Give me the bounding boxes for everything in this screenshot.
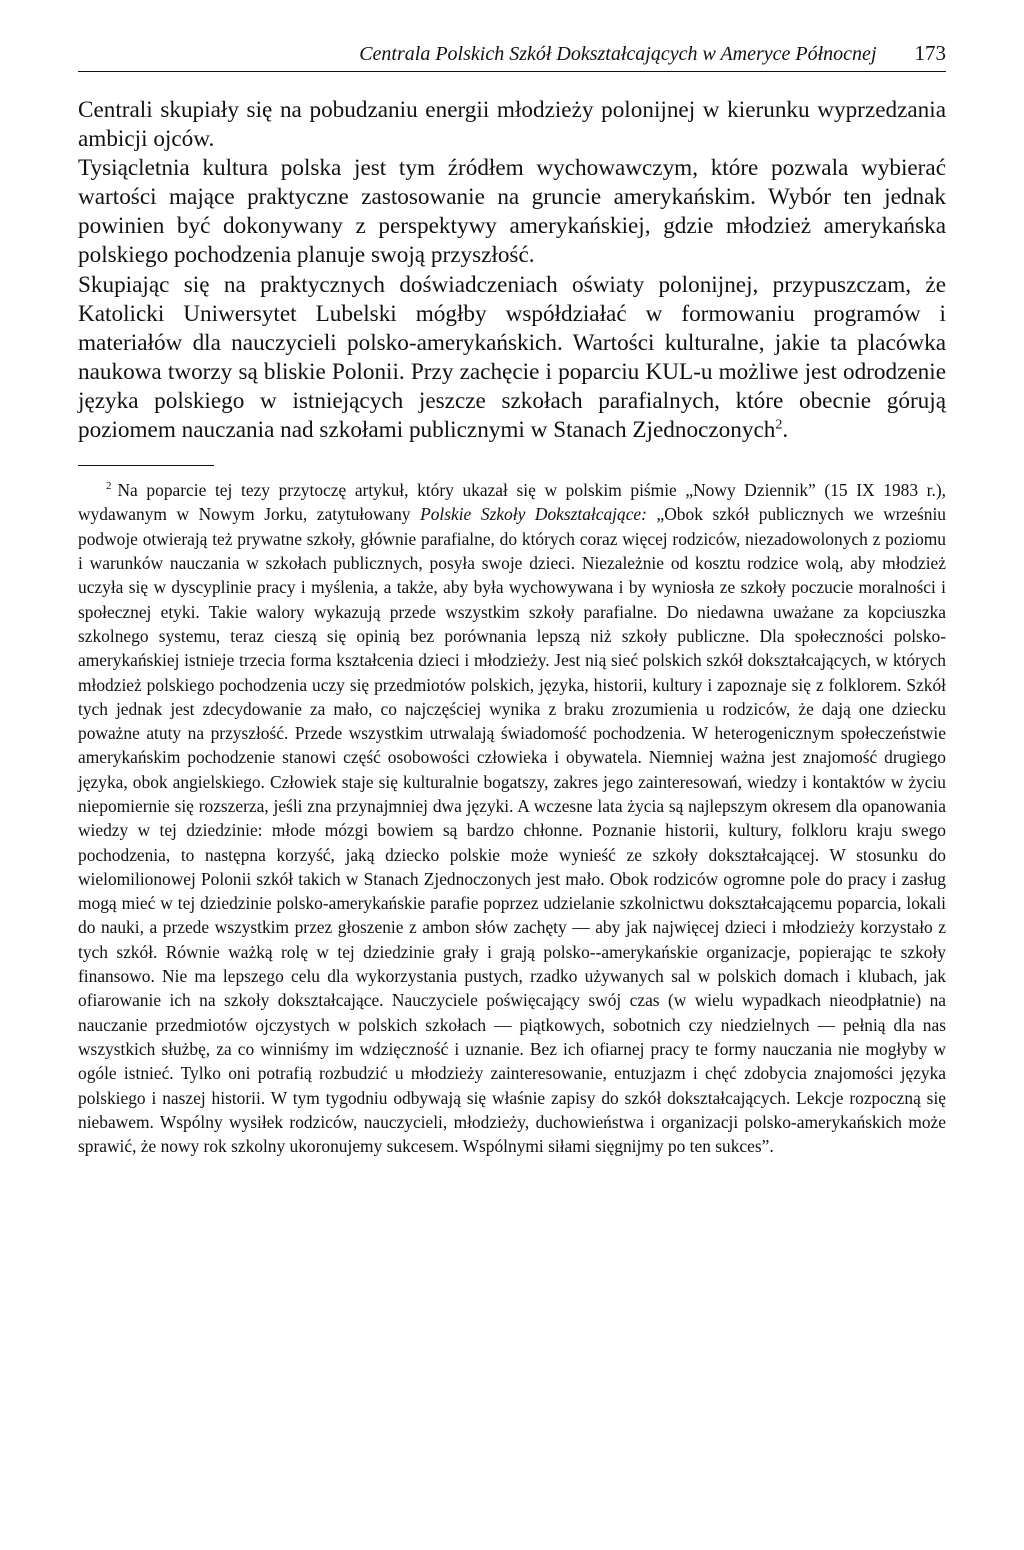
paragraph-3-end: . [782,417,789,444]
running-title: Centrala Polskich Szkół Dokształcających w Ameryce Północnej [359,43,877,65]
main-text [78,96,946,445]
footnote-text-start: Na poparcie tej tezy przytoczę artykuł, który ukazał się w polskim piśmie „Nowy Dziennik” (15 IX 1983 r.), wydawanym w Nowym Jorku, zatytułowany [78,480,946,525]
footnote-paragraph [78,478,946,1158]
page-number: 173 [914,41,946,65]
footnote-separator [78,465,214,466]
paragraph-1: Centrali skupiały się na pobudzaniu energii młodzieży polonijnej w kierunku wyprzedzania ambicji ojców. [78,97,946,153]
paragraph-3-text: Skupiając się na praktycznych doświadczeniach oświaty polonijnej, przypuszczam, że Katolicki Uniwersytet Lubelski mógłby współdziałać w formowaniu programów i materiałów dla nauczycieli polsko-amerykańskich. Wartości kulturalne, jakie ta placówka naukowa tworzy są bliskie Polonii. Przy zachęcie i poparciu KUL-u możliwe jest odrodzenie języka polskiego w istniejących jeszcze szkołach parafialnych, które obecnie górują poziomem nauczania nad szkołami publicznymi w Stanach Zjednoczonych [78,271,946,444]
document-page [78,40,946,1158]
running-header [78,40,946,72]
footnote-marker: 2 [106,480,112,493]
footnote-article-title: Polskie Szkoły Dokształcające: [420,504,647,525]
footnote-reference: 2 [775,417,783,433]
paragraph-2: Tysiącletnia kultura polska jest tym źródłem wychowawczym, które pozwala wybierać wartości mające praktyczne zastosowanie na gruncie amerykańskim. Wybór ten jednak powinien być dokonywany z perspektywy amerykańskiej, gdzie młodzież amerykańska polskiego pochodzenia planuje swoją przyszłość. [78,155,946,269]
paragraph-3 [78,271,946,446]
footnote [78,478,946,1158]
footnote-text-quote: „Obok szkół publicznych we wrześniu podwoje otwierają też prywatne szkoły, głównie parafialne, do których coraz więcej rodziców, niezadowolonych z poziomu i warunków nauczania w szkołach publicznych, posyła swoje dzieci. Niezależnie od kosztu rodzice wolą, aby młodzież uczyła się w dyscyplinie pracy i myślenia, a także, aby była wychowywana i by wyniosła ze szkoły poczucie moralności i społecznej etyki. Takie walory wykazują przede wszystkim szkoły parafialne. Do niedawna uważane za kopciuszka szkolnego systemu, teraz cieszą się opinią bez porównania lepszą niż szkoły publiczne. Dla społeczności polsko-amerykańskiej istnieje trzecia forma kształcenia dzieci i młodzieży. Jest nią sieć polskich szkół dokształcających, w których młodzież polskiego pochodzenia uczy się przedmiotów polskich, języka, historii, kultury i zapoznaje się z folklorem. Szkół tych jednak jest zdecydowanie za mało, co najczęściej wynika z braku zrozumienia u rodziców, że dają one dziecku poważne atuty na przyszłość. Przede wszystkim utrwalają świadomość pochodzenia. W heterogenicznym społeczeństwie amerykańskim pochodzenie stanowi część osobowości człowieka i obywatela. Niemniej ważna jest znajomość drugiego języka, obok angielskiego. Człowiek staje się kulturalnie bogatszy, zakres jego zainteresowań, wiedzy i kontaktów w życiu niepomiernie się rozszerza, jeśli zna przynajmniej dwa języki. A wczesne lata życia są najlepszym okresem dla opanowania wiedzy w tej dziedzinie: młode mózgi bowiem są bardzo chłonne. Poznanie historii, kultury, folkloru kraju swego pochodzenia, to następna korzyść, jaką dziecko polskie może wynieść ze szkoły dokształcającej. W stosunku do wielomilionowej Polonii szkół takich w Stanach Zjednoczonych jest mało. Obok rodziców ogromne pole do pracy i zasług mogą mieć w tej dziedzinie polsko-amerykańskie parafie poprzez udzielanie szkolnictwu dokształcającemu poparcia, lokali do nauki, a przede wszystkim przez głoszenie z ambon słów zachęty — aby jak najwięcej dzieci i młodzieży korzystało z tych szkół. Równie ważką rolę w tej dziedzinie grały i grają polsko--amerykańskie organizacje, popierając te szkoły finansowo. Nie ma lepszego celu dla wykorzystania pustych, rzadko używanych sal w polskich domach i klubach, jak ofiarowanie ich na szkoły dokształcające. Nauczyciele poświęcający swój czas (w wielu wypadkach nieodpłatnie) na nauczanie przedmiotów ojczystych w polskich szkołach — piątkowych, sobotnich czy niedzielnych — pełnią dla nas wszystkich służbę, za co winniśmy im wdzięczność i uznanie. Bez ich ofiarnej pracy te formy nauczania nie mogłyby w ogóle istnieć. Tylko oni potrafią rozbudzić u młodzieży zainteresowanie, entuzjazm i chęć zdobycia znajomości języka polskiego i naszej historii. W tym tygodniu odbywają się właśnie zapisy do szkół dokształcających. Lekcje rozpoczną się niebawem. Wspólny wysiłek rodziców, nauczycieli, młodzieży, duchowieństwa i organizacji polsko-amerykańskich może sprawić, że nowy rok szkolny ukoronujemy sukcesem. Wspólnymi siłami sięgnijmy po ten sukces”. [78,504,946,1157]
